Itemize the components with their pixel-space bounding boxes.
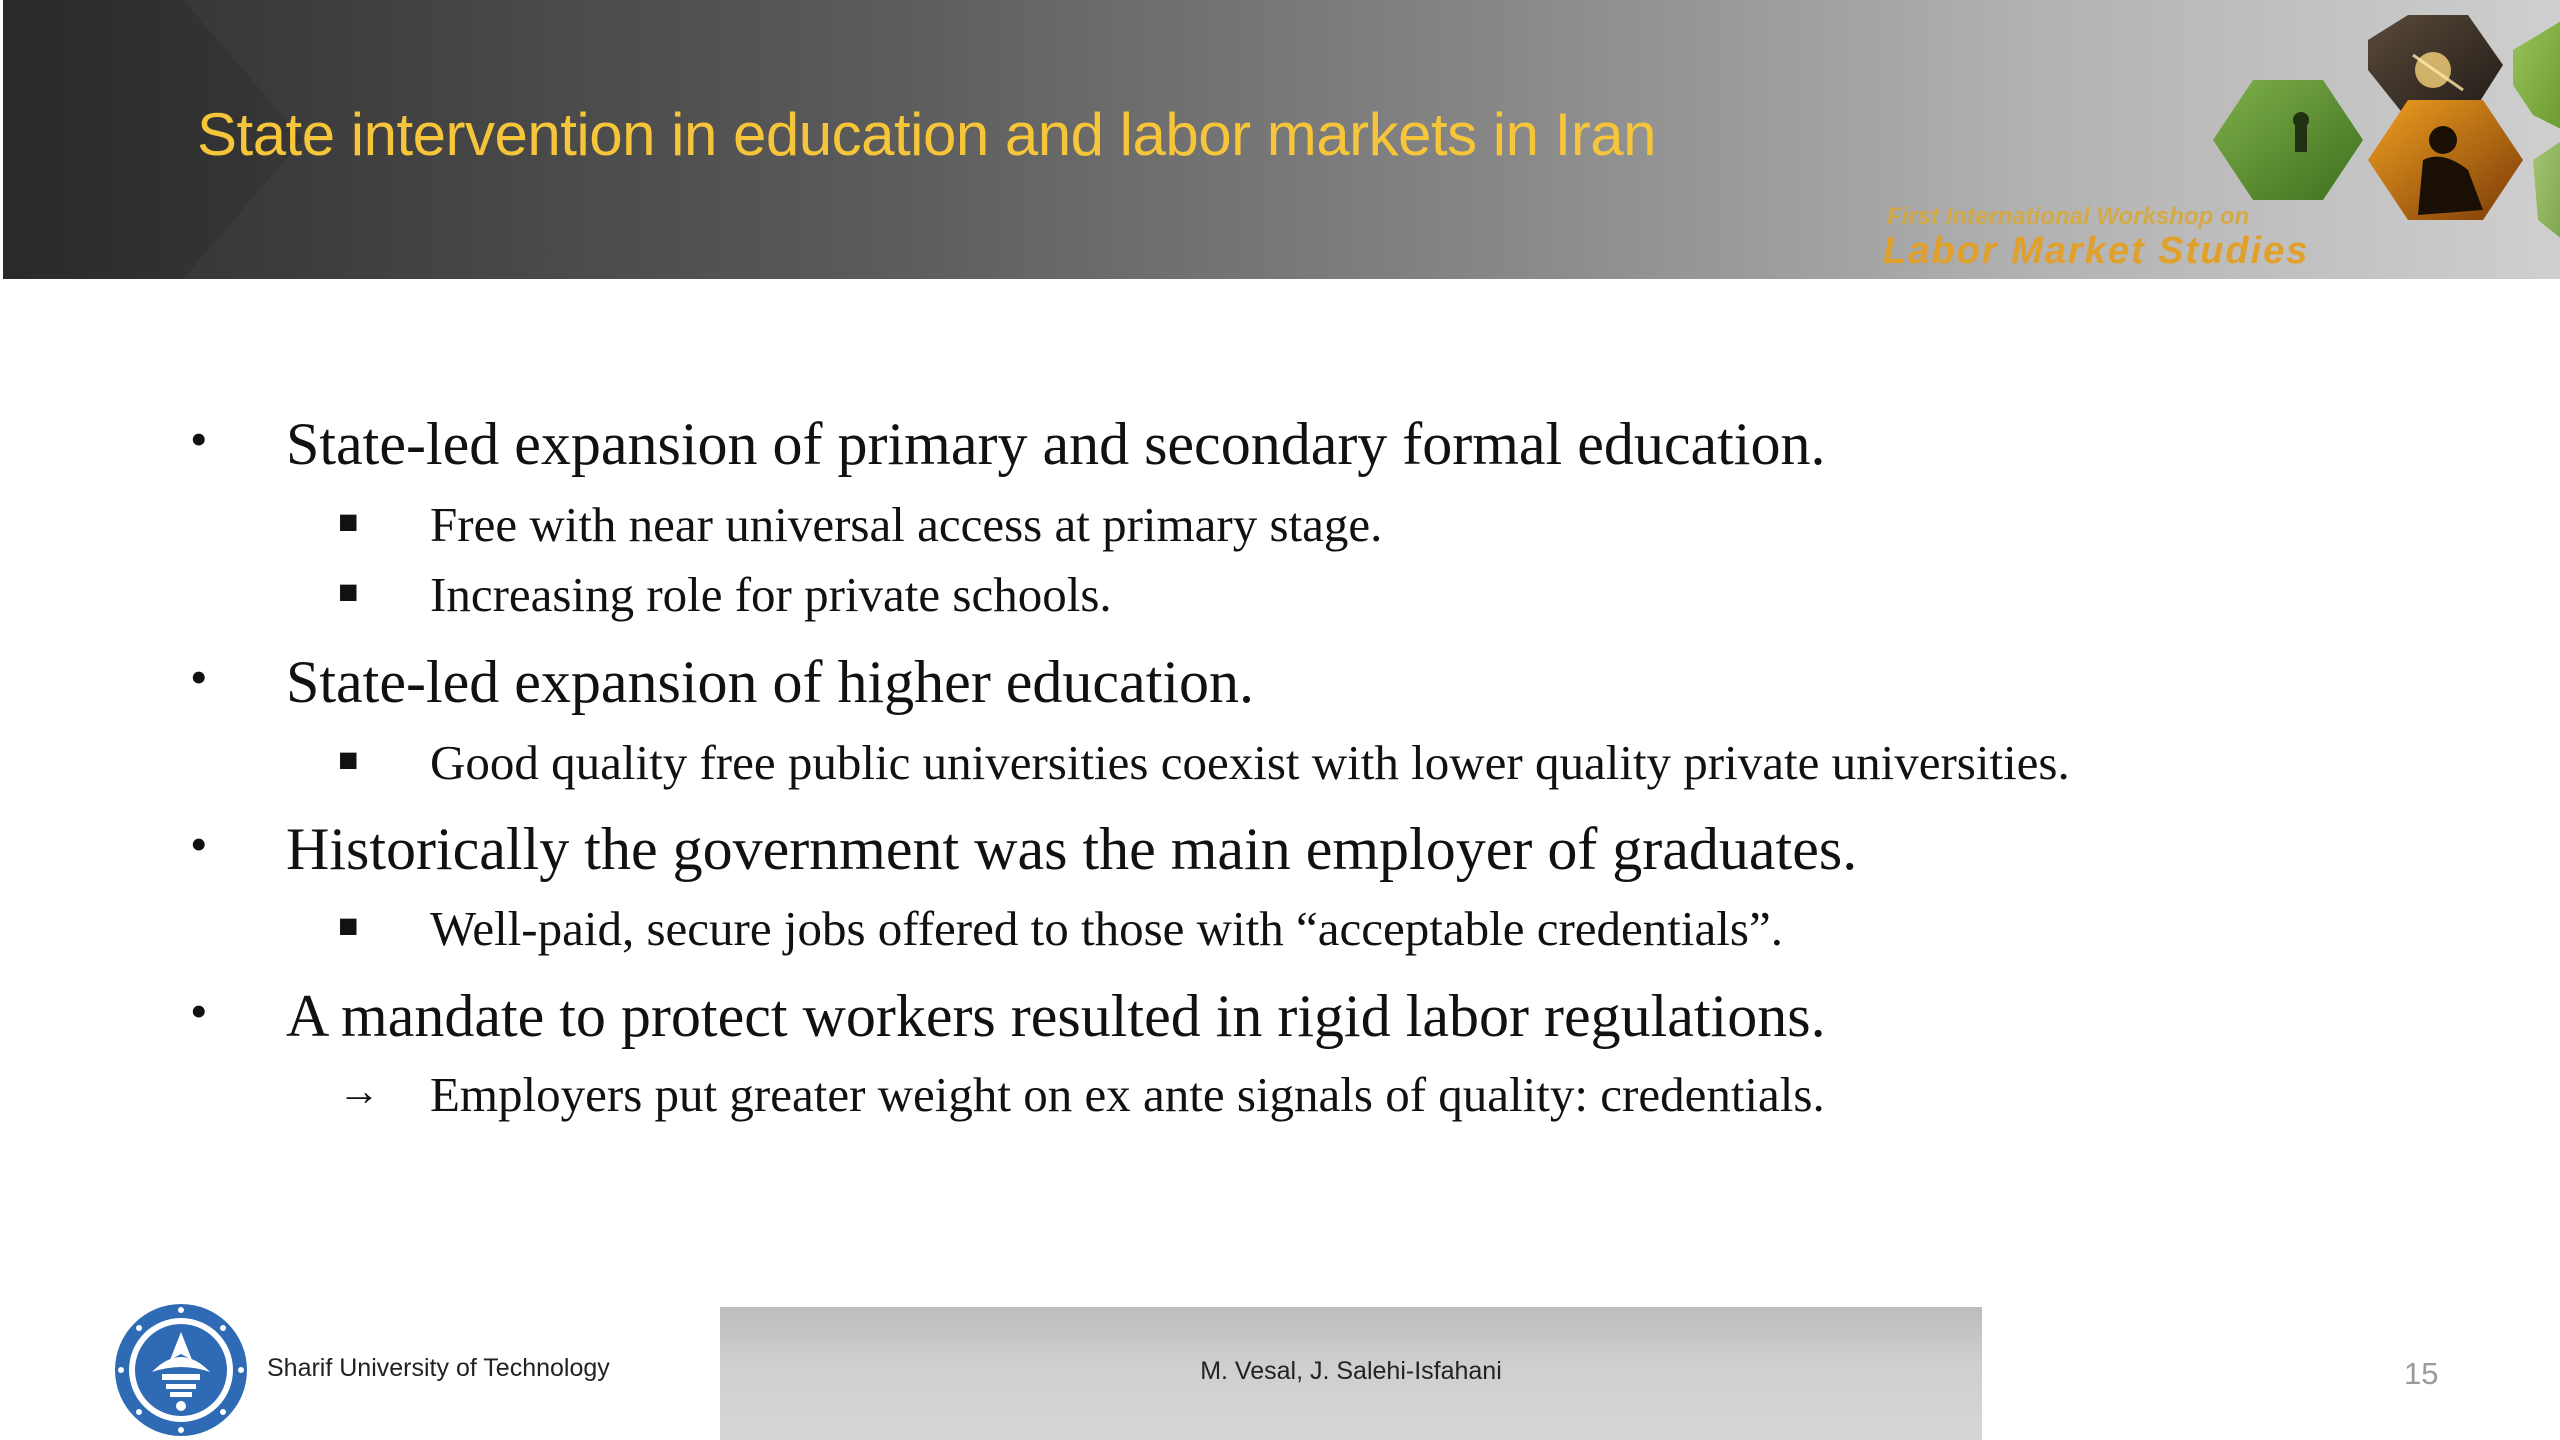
sub-bullet-text: Good quality free public universities coexist with lower quality private universities. bbox=[430, 735, 2070, 790]
footer-authors: M. Vesal, J. Salehi-Isfahani bbox=[1200, 1357, 1502, 1385]
bullet-text: A mandate to protect workers resulted in rigid labor regulations. bbox=[286, 983, 1826, 1049]
sharif-university-seal-icon bbox=[112, 1302, 250, 1438]
sub-bullet-text: Free with near universal access at primary stage. bbox=[430, 497, 1383, 552]
sub-bullet-text: Employers put greater weight on ex ante signals of quality: credentials. bbox=[430, 1067, 1825, 1122]
page-number: 15 bbox=[2404, 1356, 2439, 1391]
bullet-marker: • bbox=[190, 816, 208, 872]
workshop-logo-line1: First International Workshop on bbox=[1887, 203, 2250, 230]
bullet-marker: • bbox=[190, 411, 208, 467]
university-name: Sharif University of Technology bbox=[267, 1354, 610, 1382]
slide-title: State intervention in education and labor markets in Iran bbox=[197, 101, 1657, 168]
sub-bullet-text: Well-paid, secure jobs offered to those with “acceptable credentials”. bbox=[430, 901, 1783, 956]
sub-bullet-marker: ■ bbox=[338, 504, 359, 541]
sub-bullet-marker: ■ bbox=[338, 908, 359, 945]
hexagon-photo-collage-icon bbox=[2193, 10, 2560, 279]
workshop-logo-line2: Labor Market Studies bbox=[1883, 230, 2310, 272]
bullet-text: State-led expansion of primary and secondary formal education. bbox=[286, 411, 1826, 477]
arrow-right-icon: → bbox=[338, 1069, 380, 1115]
bullet-marker: • bbox=[190, 983, 208, 1039]
bullet-marker: • bbox=[190, 649, 208, 705]
sub-bullet-text: Increasing role for private schools. bbox=[430, 567, 1112, 622]
slide-header bbox=[3, 0, 2560, 279]
sub-bullet-marker: ■ bbox=[338, 574, 359, 611]
footer-author-bar bbox=[720, 1307, 1982, 1440]
sub-bullet-marker: ■ bbox=[338, 742, 359, 779]
bullet-text: State-led expansion of higher education. bbox=[286, 649, 1255, 715]
bullet-text: Historically the government was the main employer of graduates. bbox=[286, 816, 1858, 882]
